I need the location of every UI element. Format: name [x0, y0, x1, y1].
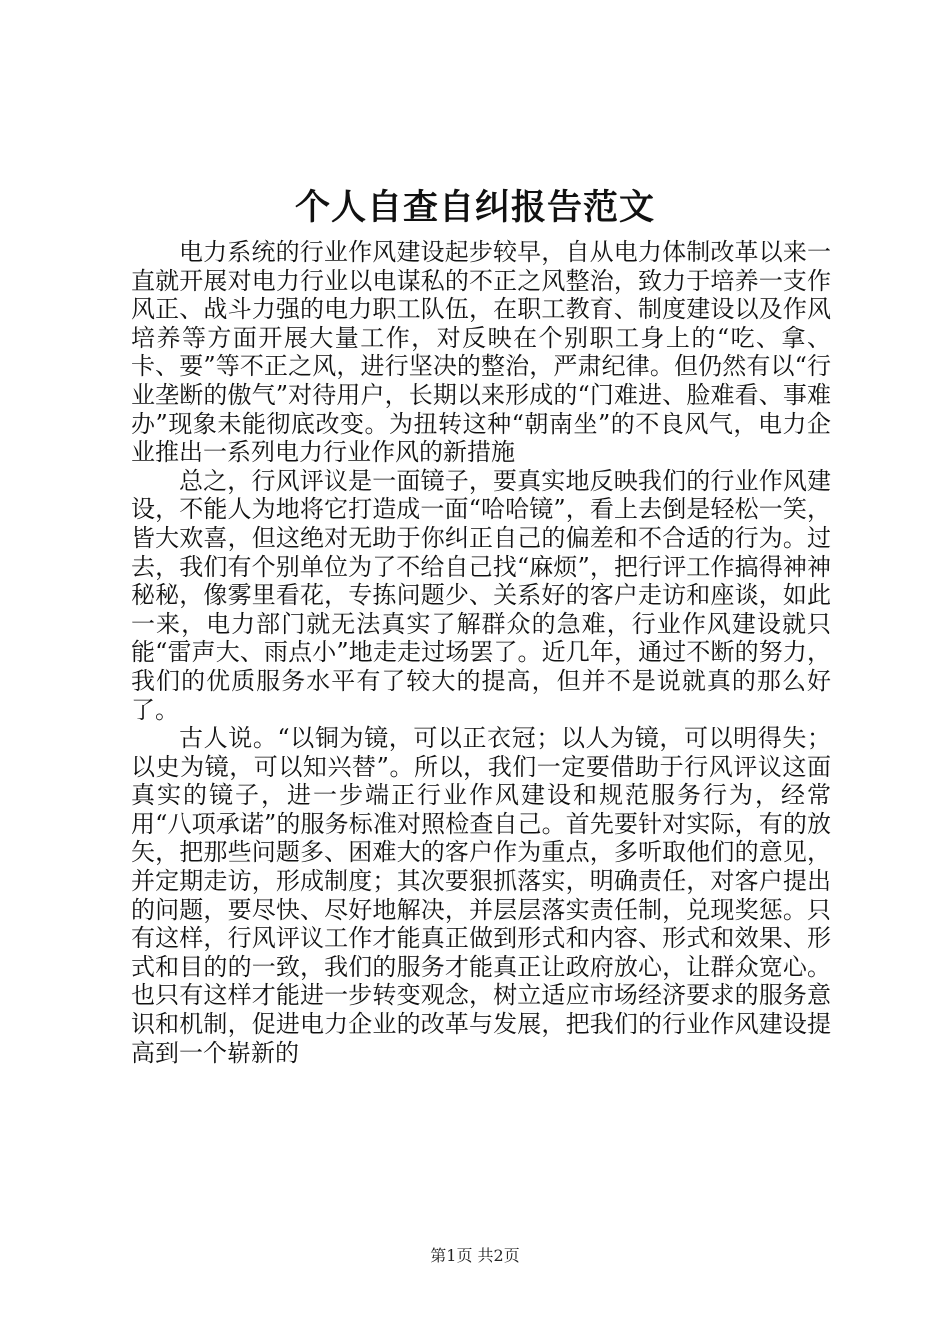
page-number-footer: 第1页 共2页 [430, 1246, 520, 1265]
paragraph-3: 古人说。“以铜为镜，可以正衣冠；以人为镜，可以明得失；以史为镜，可以知兴替”。所以，我们一定要借助于行风评议这面真实的镜子，进一步端正行业作风建设和规范服务行为，经常用“八项承诺”的服务标准对照检查自己。首先要针对实际，有的放矢，把那些问题多、困难大的客户作为重点，多听取他们的意见，并定期走访，形成制度；其次要狠抓落实，明确责任，对客户提出的问题，要尽快、尽好地解决，并层层落实责任制，兑现奖惩。只有这样，行风评议工作才能真正做到形式和内容、形式和效果、形式和目的的一致，我们的服务才能真正让政府放心，让群众宽心。也只有这样才能进一步转变观念，树立适应市场经济要求的服务意识和机制，促进电力企业的改革与发展，把我们的行业作风建设提高到一个崭新的 [131, 724, 831, 1067]
paragraph-2: 总之，行风评议是一面镜子，要真实地反映我们的行业作风建设，不能人为地将它打造成一面“哈哈镜”，看上去倒是轻松一笑，皆大欢喜，但这绝对无助于你纠正自己的偏差和不合适的行为。过去，我们有个别单位为了不给自己找“麻烦”，把行评工作搞得神神秘秘，像雾里看花，专拣问题少、关系好的客户走访和座谈，如此一来，电力部门就无法真实了解群众的急难，行业作风建设就只能“雷声大、雨点小”地走走过场罢了。近几年，通过不断的努力，我们的优质服务水平有了较大的提高，但并不是说就真的那么好了。 [131, 466, 831, 724]
document-body [131, 238, 831, 1067]
document-title: 个人自查自纠报告范文 [294, 187, 655, 228]
paragraph-1: 电力系统的行业作风建设起步较早，自从电力体制改革以来一直就开展对电力行业以电谋私的不正之风整治，致力于培养一支作风正、战斗力强的电力职工队伍，在职工教育、制度建设以及作风培养等方面开展大量工作，对反映在个别职工身上的“吃、拿、卡、要”等不正之风，进行坚决的整治，严肃纪律。但仍然有以“行业垄断的傲气”对待用户，长期以来形成的“门难进、脸难看、事难办”现象未能彻底改变。为扭转这种“朝南坐”的不良风气，电力企业推出一系列电力行业作风的新措施 [131, 238, 831, 467]
